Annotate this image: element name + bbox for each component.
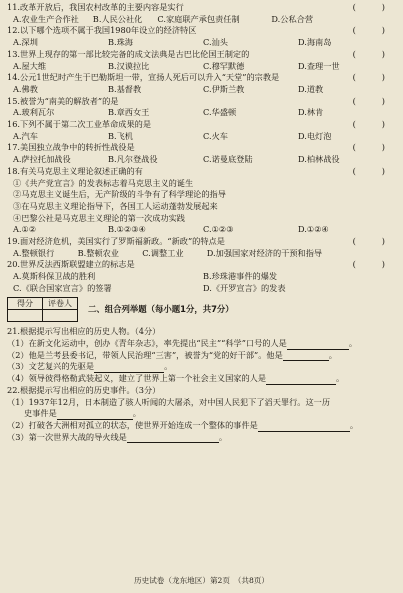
question-stem: 14.公元1世纪时产生于巴勒斯坦一带，宣扬人死后可以升入“天堂”的宗教是 xyxy=(7,72,280,83)
q21-item-4: （4）领导彼得格勒武装起义，建立了世界上第一个社会主义国家的人是 。 xyxy=(7,373,345,384)
question-stem: 16.下列不属于第二次工业革命成果的是 xyxy=(7,119,152,130)
question-stem: 12.以下哪个选项不属于我国1980年设立的经济特区 xyxy=(7,25,197,36)
question-12-options xyxy=(7,37,393,49)
q21-item-3: （3）文艺复兴的先驱是 。 xyxy=(7,361,173,372)
option-a: A.屋大维 xyxy=(13,60,47,71)
option-d: D.查理一世 xyxy=(298,60,340,71)
option-a: A.玻利瓦尔 xyxy=(13,107,55,118)
question-stem: 13.世界上现存的第一部比较完备的成文法典是古巴比伦国王制定的 xyxy=(7,48,250,59)
answer-bracket[interactable]: ( ) xyxy=(352,25,385,36)
option-d: D.道教 xyxy=(298,83,324,94)
score-cell[interactable] xyxy=(8,310,43,322)
question-14-options xyxy=(7,84,393,96)
question-18 xyxy=(7,166,393,178)
question-13-options xyxy=(7,61,393,73)
question-stem: 19.面对经济危机，美国实行了罗斯福新政。“新政”的特点是 xyxy=(7,236,225,247)
statement-2: ②马克思主义诞生后，无产阶级的斗争有了科学理论的指导 xyxy=(13,189,226,200)
answer-blank[interactable] xyxy=(283,351,329,361)
option-d: D.林肯 xyxy=(298,107,324,118)
option-a: A.整顿银行 xyxy=(13,247,55,258)
question-17 xyxy=(7,142,393,154)
question-18-options xyxy=(7,224,393,236)
question-11-options xyxy=(7,14,393,26)
question-22: 22.根据提示写出相应的历史事件。（3分） xyxy=(7,384,161,395)
option-c: C.火车 xyxy=(203,130,228,141)
answer-bracket[interactable]: ( ) xyxy=(352,2,385,12)
question-stem: 18.有关马克思主义理论叙述正确的有 xyxy=(7,165,143,176)
question-11 xyxy=(7,2,393,14)
q22-item-2: （2）打破各大洲相对孤立的状态，使世界开始连成一个整体的事件是 。 xyxy=(7,419,359,430)
option-a: A.莫斯科保卫战的胜利 xyxy=(13,271,96,282)
section-2-header xyxy=(7,297,393,323)
option-d: D.电灯泡 xyxy=(298,130,332,141)
question-20 xyxy=(7,259,393,271)
option-b: B.珍珠港事件的爆发 xyxy=(203,271,278,282)
option-a: A.农业生产合作社 xyxy=(13,13,79,24)
option-d: D.加强国家对经济的干预和指导 xyxy=(206,247,323,258)
option-c: C.家庭联产承包责任制 xyxy=(157,13,240,24)
question-13 xyxy=(7,49,393,61)
option-d: D.柏林战役 xyxy=(298,154,340,165)
statement-3: ③在马克思主义理论指导下，各国工人运动蓬勃发展起来 xyxy=(13,200,218,211)
q21-item-1: （1）在新文化运动中，创办《青年杂志》，率先提出“民主”“科学”口号的人是 。 xyxy=(7,337,358,348)
q22-item-1b: 史事件是 。 xyxy=(24,408,141,419)
option-a: A.萨拉托加战役 xyxy=(13,154,71,165)
section-title: 二、组合列举题（每小题1分，共7分） xyxy=(88,303,234,314)
answer-bracket[interactable]: ( ) xyxy=(352,259,385,270)
grader-cell[interactable] xyxy=(43,310,78,322)
answer-bracket[interactable]: ( ) xyxy=(352,95,385,106)
option-b: B.飞机 xyxy=(108,130,133,141)
q22-item-1a: （1）1937年12月，日本制造了骇人听闻的大屠杀，对中国人民犯下了滔天罪行。这一历 xyxy=(7,396,331,407)
question-20-options-row2 xyxy=(7,283,393,295)
question-14 xyxy=(7,72,393,84)
option-b: B.①②③④ xyxy=(108,224,146,235)
answer-blank[interactable] xyxy=(127,433,219,443)
grader-label: 评卷人 xyxy=(43,297,78,310)
answer-blank[interactable] xyxy=(258,422,350,432)
question-16 xyxy=(7,119,393,131)
option-c: C.汕头 xyxy=(203,37,228,48)
question-21: 21.根据提示写出相应的历史人物。（4分） xyxy=(7,326,161,337)
q22-item-3: （3）第一次世界大战的导火线是 。 xyxy=(7,431,228,442)
question-16-options xyxy=(7,131,393,143)
option-b: B.整顿农业 xyxy=(77,247,119,258)
answer-blank[interactable] xyxy=(266,375,336,385)
q21-item-2: （2）他是兰考县委书记，带领人民治理“三害”，被誉为“党的好干部”。他是 。 xyxy=(7,349,337,360)
question-19-options xyxy=(7,248,393,260)
statement-1: ①《共产党宣言》的发表标志着马克思主义的诞生 xyxy=(13,177,194,188)
option-a: A.佛教 xyxy=(13,83,38,94)
answer-blank[interactable] xyxy=(57,410,133,420)
question-17-options xyxy=(7,154,393,166)
answer-bracket[interactable]: ( ) xyxy=(352,119,385,130)
answer-bracket[interactable]: ( ) xyxy=(352,142,385,153)
option-a: A.深圳 xyxy=(13,37,38,48)
answer-bracket[interactable]: ( ) xyxy=(352,72,385,83)
option-c: C.诺曼底登陆 xyxy=(203,154,253,165)
answer-bracket[interactable]: ( ) xyxy=(352,165,385,176)
question-15-options xyxy=(7,107,393,119)
question-19 xyxy=(7,236,393,248)
question-20-options-row1 xyxy=(7,271,393,283)
option-c: C.①②③ xyxy=(203,224,234,235)
option-d: D.公私合营 xyxy=(271,13,314,24)
option-b: B.人民公社化 xyxy=(92,13,143,24)
answer-bracket[interactable]: ( ) xyxy=(352,48,385,59)
option-b: B.凡尔登战役 xyxy=(108,154,158,165)
option-c: C.伊斯兰教 xyxy=(203,83,245,94)
option-b: B.珠海 xyxy=(108,37,133,48)
option-c: C.调整工业 xyxy=(142,247,184,258)
option-d: D.①②④ xyxy=(298,224,329,235)
question-stem: 20.世界反法西斯联盟建立的标志是 xyxy=(7,259,135,270)
question-12 xyxy=(7,25,393,37)
question-stem: 17.美国独立战争中的转折性战役是 xyxy=(7,142,135,153)
statement-4: ④巴黎公社是马克思主义理论的第一次成功实践 xyxy=(13,212,185,223)
option-d: D.海南岛 xyxy=(298,37,332,48)
question-stem: 11.改革开放后，我国农村改革的主要内容是实行 xyxy=(7,2,184,12)
score-label: 得分 xyxy=(8,297,43,310)
option-c: C.《联合国家宣言》的签署 xyxy=(13,282,112,293)
question-15 xyxy=(7,96,393,108)
answer-blank[interactable] xyxy=(94,363,164,373)
option-b: B.章西女王 xyxy=(108,107,150,118)
score-table xyxy=(7,297,78,323)
page-footer: 历史试卷（龙东地区）第2页 （共8页） xyxy=(134,576,269,586)
answer-blank[interactable] xyxy=(287,340,349,350)
question-stem: 15.被誉为“南美的解放者”的是 xyxy=(7,95,119,106)
option-c: C.穆罕默德 xyxy=(203,60,245,71)
option-b: B.汉谟拉比 xyxy=(108,60,150,71)
option-b: B.基督教 xyxy=(108,83,142,94)
option-a: A.汽车 xyxy=(13,130,38,141)
option-d: D.《开罗宣言》的发表 xyxy=(203,282,286,293)
option-a: A.①② xyxy=(13,224,37,235)
option-c: C.华盛顿 xyxy=(203,107,237,118)
answer-bracket[interactable]: ( ) xyxy=(352,236,385,247)
